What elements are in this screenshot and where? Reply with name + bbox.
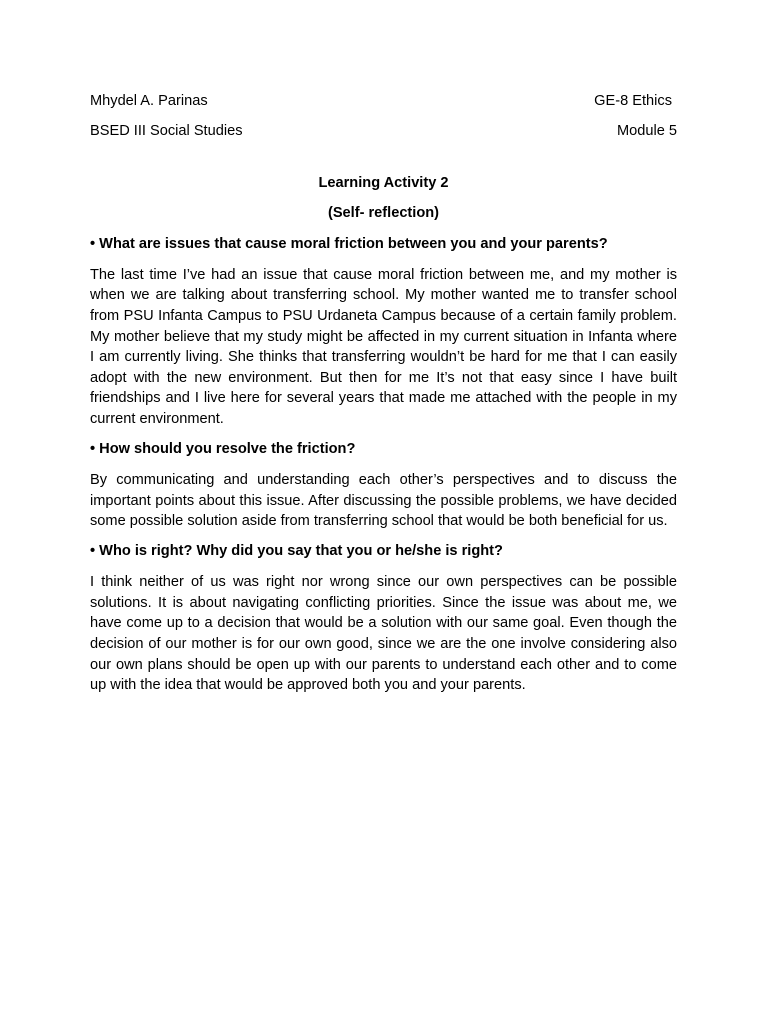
- title-block: [90, 173, 677, 224]
- answer-2: By communicating and understanding each other’s perspectives and to discuss the important points about this issue. After discussing the possible problems, we have decided some possible solution aside from transferring school that would be both beneficial for us.: [90, 471, 677, 530]
- student-name: Mhydel A. Parinas: [90, 93, 208, 109]
- question-1: • What are issues that cause moral friction between you and your parents?: [90, 235, 608, 252]
- activity-subtitle: (Self- reflection): [327, 205, 440, 222]
- course-code: GE-8 Ethics: [594, 93, 672, 109]
- header-row-2: [90, 121, 677, 142]
- module-label: Module 5: [616, 122, 677, 139]
- question-2: • How should you resolve the friction?: [90, 441, 356, 457]
- header-row-1: [90, 91, 677, 112]
- activity-title: Learning Activity 2: [318, 174, 449, 191]
- answer-3: I think neither of us was right nor wrong since our own perspectives can be possible solutions. It is about navigating conflicting priorities. Since the issue was about me, we have come up to a decision that would be a solution with our same goal. Even though the decision of our mother is for our own good, since we are the one involve considering also our own plans should be open up with our parents to understand each other and to come up with the idea that would be approved both you and your parents.: [90, 574, 677, 694]
- answer-1: The last time I’ve had an issue that cause moral friction between me, and my mother is when we are talking about transferring school. My mother wanted me to transfer school from PSU Infanta Campus to PSU Urdaneta Campus because of a certain family problem. My mother believe that my study might be affected in my current situation in Infanta where I am currently living. She thinks that transferring wouldn’t be hard for me that I can easily adopt with the new environment. But then for me It’s not that easy since I have built friendships and I live here for several years that made me attached with the people in my current environment.: [90, 266, 677, 427]
- document-page: [90, 91, 677, 696]
- program-name: BSED III Social Studies: [90, 122, 243, 139]
- question-3: • Who is right? Why did you say that you or he/she is right?: [90, 543, 503, 560]
